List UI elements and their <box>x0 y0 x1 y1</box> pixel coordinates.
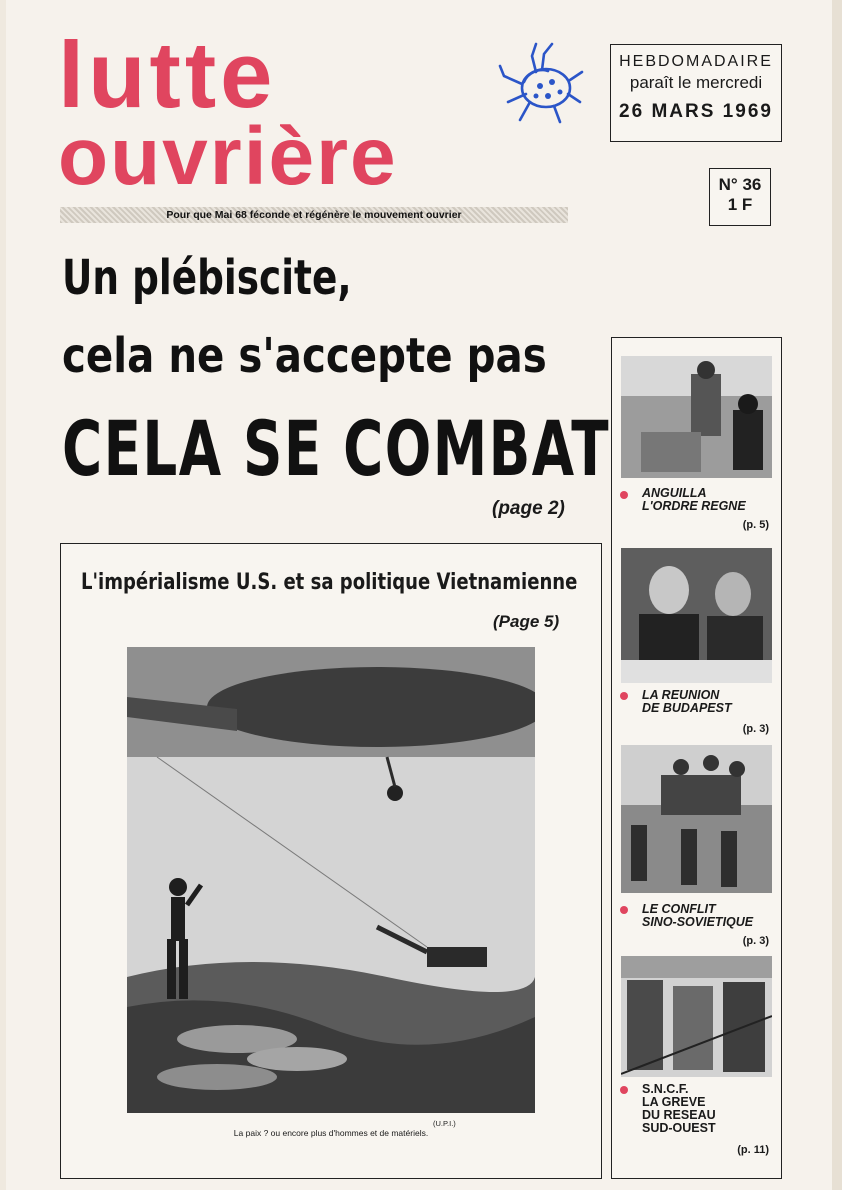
article-box <box>60 543 602 1179</box>
issue-number-box <box>709 168 771 226</box>
bullet-icon <box>620 1086 628 1094</box>
photo-credit: (U.P.I.) <box>433 1119 456 1128</box>
sidebar-item-sncf-line3: DU RESEAU <box>642 1108 716 1122</box>
sidebar-item-sncf-line4: SUD-OUEST <box>642 1121 716 1135</box>
sidebar-item-anguilla-line2: L'ORDRE REGNE <box>642 499 746 513</box>
budapest-photo <box>621 548 772 683</box>
publication-info-box <box>610 44 782 142</box>
sidebar-box <box>611 337 782 1179</box>
issue-date: 26 MARS 1969 <box>619 101 773 122</box>
railway-strike-photo <box>621 956 772 1077</box>
sidebar-item-sino-line2: SINO-SOVIETIQUE <box>642 915 754 929</box>
sidebar-item-sino-line1: LE CONFLIT <box>642 902 716 916</box>
helicopter-photo <box>127 647 535 1113</box>
article-title: L'impérialisme U.S. et sa politique Vietnamienne <box>81 570 578 595</box>
bullet-icon <box>620 692 628 700</box>
sidebar-item-budapest-page: (p. 3) <box>742 723 769 735</box>
masthead-title-line1: lutte <box>58 22 277 127</box>
photo-caption: La paix ? ou encore plus d'hommes et de matériels. <box>233 1128 429 1138</box>
headline-page-ref: (page 2) <box>492 498 565 519</box>
headline-line3: CELA SE COMBAT <box>62 404 611 493</box>
masthead-title-line2: ouvrière <box>58 111 398 202</box>
sino-soviet-photo <box>621 745 772 893</box>
sidebar-item-sncf-line1: S.N.C.F. <box>642 1082 689 1096</box>
publication-day: paraît le mercredi <box>629 73 763 92</box>
article-page-ref: (Page 5) <box>493 612 560 631</box>
publication-frequency: HEBDOMADAIRE <box>619 53 773 70</box>
sidebar-item-anguilla-line1: ANGUILLA <box>642 486 707 500</box>
sidebar-item-sino-page: (p. 3) <box>742 935 769 947</box>
sidebar-item-budapest-line1: LA REUNION <box>642 688 720 702</box>
masthead-tagline: Pour que Mai 68 féconde et régénère le mouvement ouvrier <box>60 207 568 223</box>
sidebar-item-budapest-line2: DE BUDAPEST <box>642 701 732 715</box>
sidebar-item-sncf-page: (p. 11) <box>737 1144 769 1156</box>
ladybug-icon <box>496 36 586 128</box>
bullet-icon <box>620 906 628 914</box>
issue-price: 1 F <box>727 195 753 214</box>
headline-line2: cela ne s'accepte pas <box>62 328 547 384</box>
sidebar-item-anguilla-page: (p. 5) <box>742 519 769 531</box>
issue-number: N° 36 <box>718 175 762 194</box>
headline-line1: Un plébiscite, <box>62 250 352 306</box>
bullet-icon <box>620 491 628 499</box>
sidebar-item-sncf-line2: LA GREVE <box>642 1095 706 1109</box>
anguilla-photo <box>621 356 772 478</box>
